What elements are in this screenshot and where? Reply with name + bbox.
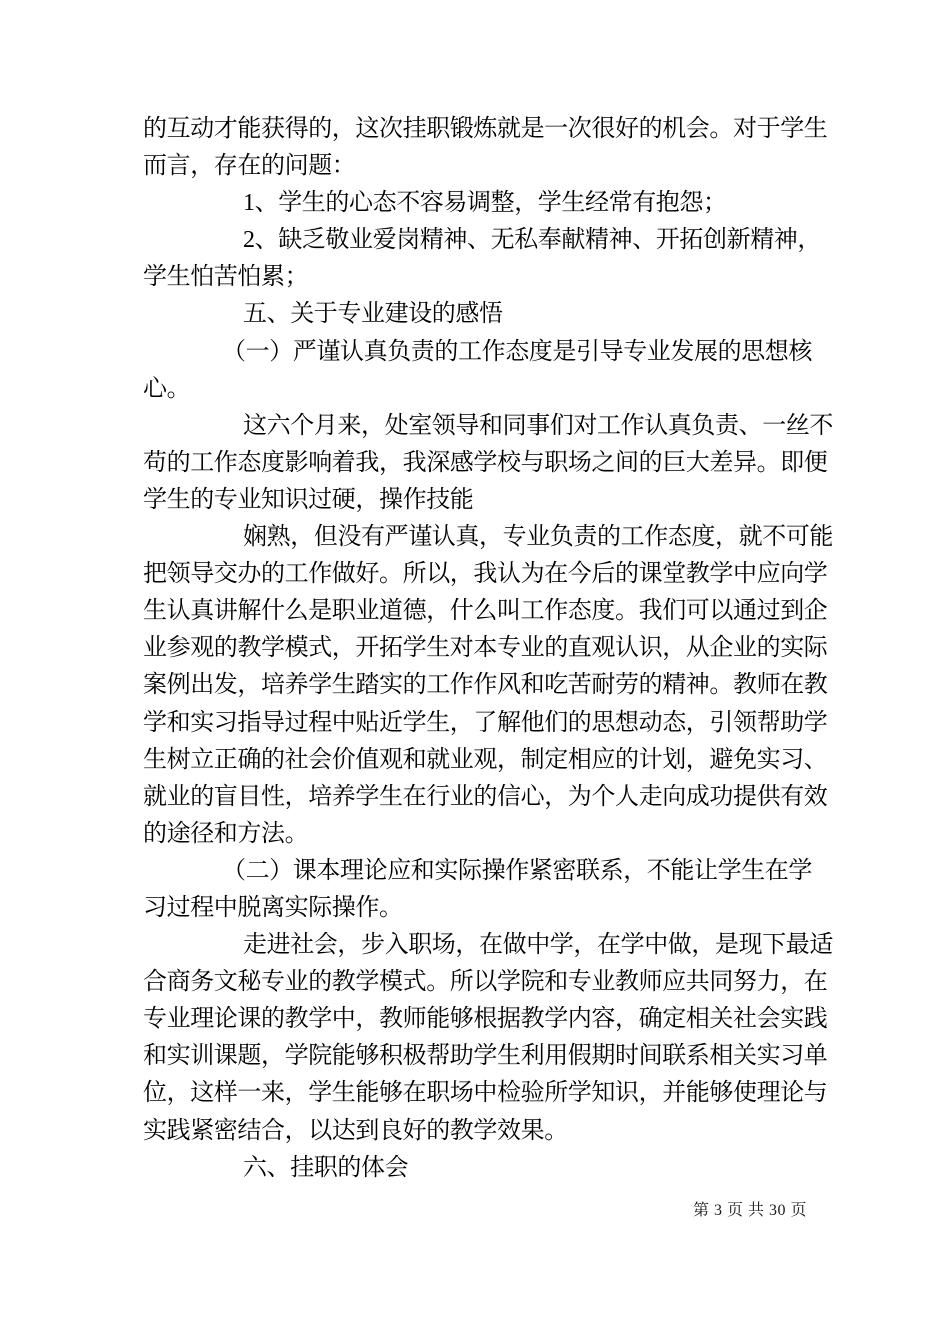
text-line: 的互动才能获得的，这次挂职锻炼就是一次很好的机会。对于学生 bbox=[143, 116, 828, 142]
text-line: 这六个月来，处室领导和同事们对工作认真负责、一丝不 bbox=[243, 412, 833, 439]
text-line: 学生的专业知识过硬，操作技能 bbox=[143, 486, 474, 513]
text-line: 和实训课题，学院能够积极帮助学生利用假期时间联系相关实习单 bbox=[143, 1043, 828, 1070]
text-line: 实践紧密结合，以达到良好的教学效果。 bbox=[143, 1117, 568, 1144]
text-line: 案例出发，培养学生踏实的工作作风和吃苦耐劳的精神。教师在教 bbox=[143, 672, 828, 699]
text-line: 而言，存在的问题： bbox=[143, 153, 356, 180]
text-line: 1、学生的心态不容易调整，学生经常有抱怨； bbox=[243, 190, 727, 217]
document-body bbox=[143, 111, 907, 1187]
text-line: 就业的盲目性，培养学生在行业的信心，为个人走向成功提供有效 bbox=[143, 783, 828, 810]
text-line: 合商务文秘专业的教学模式。所以学院和专业教师应共同努力，在 bbox=[143, 969, 828, 996]
text-line: 位，这样一来，学生能够在职场中检验所学知识，并能够使理论与 bbox=[143, 1080, 828, 1107]
page-number-label: 第 3 页 共 30 页 bbox=[692, 1202, 807, 1219]
text-line: 五、关于专业建设的感悟 bbox=[243, 301, 503, 328]
text-line: （一）严谨认真负责的工作态度是引导专业发展的思想核 bbox=[222, 338, 812, 365]
text-line: 苟的工作态度影响着我，我深感学校与职场之间的巨大差异。即便 bbox=[143, 449, 828, 476]
text-line: 生树立正确的社会价值观和就业观，制定相应的计划，避免实习、 bbox=[143, 746, 828, 773]
text-line: 专业理论课的教学中，教师能够根据教学内容，确定相关社会实践 bbox=[143, 1006, 828, 1033]
text-line: 习过程中脱离实际操作。 bbox=[143, 894, 403, 921]
text-line: （二）课本理论应和实际操作紧密联系，不能让学生在学 bbox=[222, 857, 812, 884]
text-line: 学生怕苦怕累； bbox=[143, 264, 309, 291]
text-line: 生认真讲解什么是职业道德，什么叫工作态度。我们可以通过到企 bbox=[143, 598, 828, 625]
text-line: 心。 bbox=[143, 375, 191, 402]
text-line: 学和实习指导过程中贴近学生，了解他们的思想动态，引领帮助学 bbox=[143, 709, 828, 736]
text-line: 娴熟，但没有严谨认真，专业负责的工作态度，就不可能 bbox=[243, 524, 833, 551]
text-line: 2、缺乏敬业爱岗精神、无私奉献精神、开拓创新精神， bbox=[243, 227, 821, 254]
text-line: 业参观的教学模式，开拓学生对本专业的直观认识，从企业的实际 bbox=[143, 635, 828, 662]
text-line: 把领导交办的工作做好。所以，我认为在今后的课堂教学中应向学 bbox=[143, 561, 828, 588]
text-line: 六、挂职的体会 bbox=[243, 1154, 409, 1181]
page-footer bbox=[693, 1201, 807, 1221]
text-line: 走进社会，步入职场，在做中学，在学中做，是现下最适 bbox=[243, 932, 833, 959]
text-line: 的途径和方法。 bbox=[143, 820, 309, 847]
